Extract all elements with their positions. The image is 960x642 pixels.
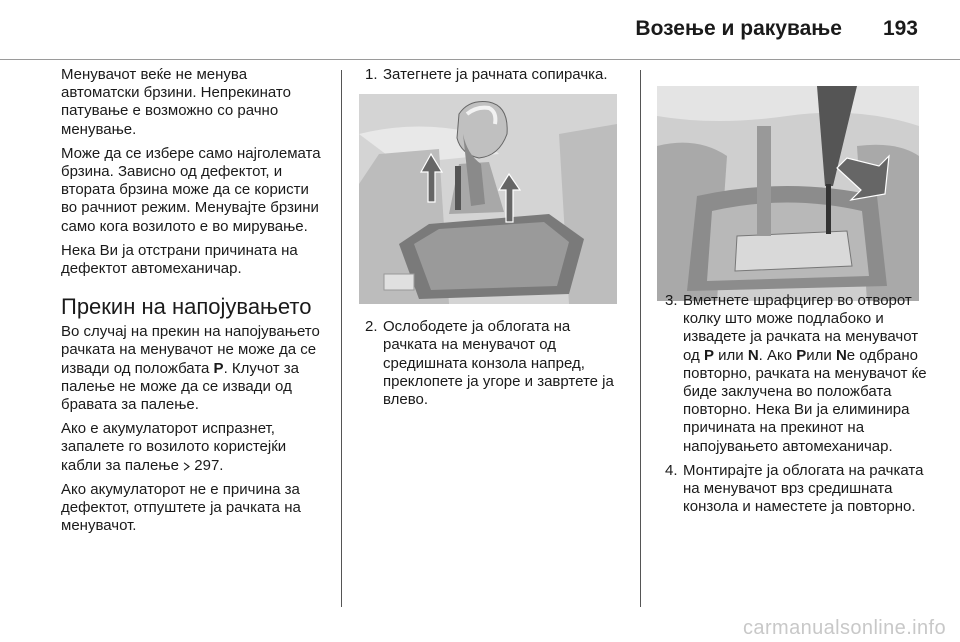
column-divider-2: [640, 70, 641, 607]
step-1: [357, 66, 627, 84]
step-number: 4.: [665, 461, 678, 479]
paragraph: Ако е акумулаторот испразнет, запалете го возилото користејќи кабли за палење 297.: [61, 420, 287, 474]
paragraph: Нека Ви ја отстрани причината на дефектот автомеханичар.: [61, 241, 298, 278]
gear-position-n: N: [747, 346, 759, 364]
column-3: [657, 66, 927, 522]
paragraph: Менувачот веќе не менува автоматски брзини. Непрекинато патување е возможно со рачно менување.: [61, 66, 291, 138]
screwdriver-illustration: [657, 86, 919, 301]
chapter-title: Возење и ракување: [635, 17, 842, 40]
column-2: [357, 66, 627, 415]
page-number: 193: [882, 17, 918, 40]
screwdriver-image: [657, 86, 919, 301]
column-1: [61, 66, 329, 541]
step-text: Ослободете ја облогата на рачката на менувачот од средишната конзола напред, преклопете ја угоре и завртете ја влево.: [383, 318, 614, 409]
step-text: Затегнете ја рачната сопирачка.: [383, 66, 608, 83]
step-number: 1.: [365, 66, 378, 83]
gear-lever-illustration: [359, 94, 617, 304]
step-text: Вметнете шрафцигер во отворот колку што може подлабоко и извадете ја рачката на менувачот од P или N. Ако Pили Nе одбрано повторно, рачката на менувачот ќе биде заклучена во положбата повторно. Нека Ви ја елиминира причината на прекинот на напојувањето автомеханичар.: [683, 292, 927, 455]
watermark: carmanualsonline.info: [743, 617, 946, 639]
paragraph: Ако акумулаторот не е причина за дефектот, отпуштете ја рачката на менувачот.: [61, 480, 301, 535]
step-4: [657, 462, 927, 517]
step-3: [657, 292, 927, 456]
paragraph: Може да се избере само најголемата брзина. Зависно од дефектот, и втората брзина може да се користи во рачниот режим. Менувајте брзини само кога возилото е во мирување.: [61, 144, 321, 235]
header-divider: [0, 59, 960, 60]
page-header: [0, 0, 960, 58]
step-number: 2.: [365, 318, 378, 336]
gear-position-p: P: [213, 359, 224, 377]
gear-position-n: N: [835, 346, 847, 364]
gear-lever-image: [359, 94, 617, 304]
section-heading: Прекин на напојувањето: [61, 294, 312, 320]
step-2: [357, 318, 627, 409]
step-text: Монтирајте ја облогата на рачката на менувачот врз средишната конзола и наместете ја повторно.: [683, 461, 924, 516]
gear-position-p: P: [796, 346, 807, 364]
paragraph: Во случај на прекин на напојувањето рачката на менувачот не може да се извади од положбата P. Клучот за палење не може да се извади од бравата за палење.: [61, 323, 320, 414]
gear-position-p: P: [703, 346, 714, 364]
step-number: 3.: [665, 292, 678, 309]
column-divider-1: [341, 70, 342, 607]
